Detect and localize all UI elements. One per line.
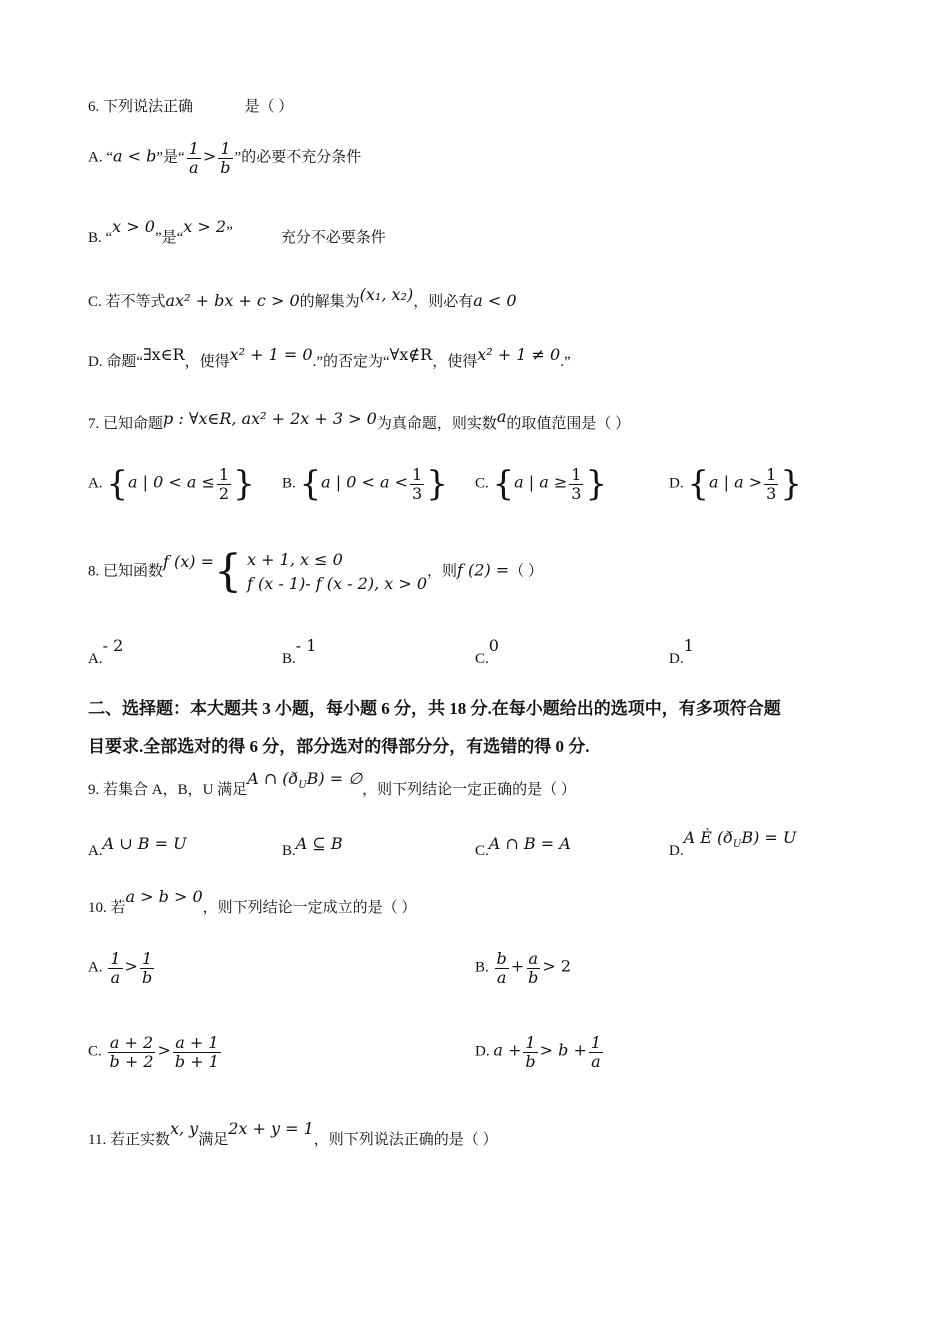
q7-d-label: D. <box>669 475 684 492</box>
q6-d-exists: ∃x∈R <box>143 345 185 364</box>
q6-stem <box>88 95 293 116</box>
frac-num: 1 <box>220 139 231 158</box>
q10-a-label: A. <box>88 959 103 976</box>
q9-c-expr: A ∩ B = A <box>488 834 571 853</box>
q6-c-set: (x₁, x₂) <box>359 285 414 304</box>
q10-option-c <box>88 1034 223 1070</box>
q9-cond <box>247 769 363 792</box>
frac-den: a <box>496 967 507 987</box>
q8-c-label: C. <box>475 651 489 667</box>
q7-stem-start: 7. 已知命题 <box>88 416 164 432</box>
q8-b-value: - 1 <box>295 636 317 655</box>
frac-num: 1 <box>188 139 199 158</box>
q9-d-expr <box>683 828 797 851</box>
frac-num: a + 2 <box>109 1033 154 1052</box>
q9-b-expr: A ⊆ B <box>295 834 343 853</box>
q10-a-op: > <box>124 956 138 976</box>
q7-b-set: a | 0 < a < <box>321 472 409 492</box>
q9-a-label: A. <box>88 843 103 859</box>
q6-d-eq1: x² + 1 = 0 <box>229 345 313 364</box>
frac-num: a <box>528 949 539 968</box>
left-brace: { <box>492 464 515 505</box>
q6-d-eq2: x² + 1 ≠ 0 <box>477 345 561 364</box>
q7-a-set: a | 0 < a ≤ <box>127 472 215 492</box>
q10-option-b <box>475 950 571 986</box>
frac-den: b + 1 <box>174 1051 219 1071</box>
q10-a-frac1 <box>108 950 122 986</box>
right-brace: } <box>585 464 608 505</box>
frac-num: 1 <box>766 465 777 484</box>
frac-num: 1 <box>141 949 153 968</box>
q10-b-tail: > 2 <box>542 956 572 976</box>
q6-a-frac-right <box>218 140 232 176</box>
q6-b-quote: ” <box>226 224 233 240</box>
q6-b-mid: ”是“ <box>154 230 184 246</box>
frac-den: b <box>528 967 539 987</box>
left-brace: { <box>214 546 243 597</box>
q10-b-frac1 <box>495 950 509 986</box>
q10-d-frac2 <box>589 1034 603 1070</box>
q6-b-label: B. “ <box>88 230 113 246</box>
frac-den: b + 2 <box>109 1051 154 1071</box>
q10-b-label: B. <box>475 959 489 976</box>
q9-d-sub: U <box>732 839 742 851</box>
q6-option-d <box>88 345 571 371</box>
q10-b-op: + <box>510 956 525 976</box>
q10-b-frac2 <box>526 950 540 986</box>
q6-c-concl: a < 0 <box>473 291 517 310</box>
frac-den: b <box>525 1051 536 1071</box>
q10-d-pre: a + <box>493 1040 522 1060</box>
q9-b-label: B. <box>282 843 296 859</box>
q7-stem-mid: 为真命题，则实数 <box>376 416 497 432</box>
q7-d-frac <box>764 466 778 502</box>
q6-a-mid: ”是“ <box>156 149 185 166</box>
q9-cond-text: A ∩ (ð <box>247 769 299 788</box>
right-brace: } <box>780 464 802 505</box>
q9-cond-end: B) = ∅ <box>306 769 363 788</box>
q7-d-set: a | a > <box>708 472 763 492</box>
q9-option-d <box>669 828 797 859</box>
q11-stem <box>88 1119 498 1149</box>
q10-c-frac2 <box>173 1034 221 1070</box>
frac-num: 1 <box>412 465 423 484</box>
q8-a-value: - 2 <box>102 636 124 655</box>
q6-c-label: C. 若不等式 <box>88 294 166 310</box>
q9-d-label: D. <box>669 843 684 859</box>
q10-option-a <box>88 950 156 986</box>
frac-den: a <box>189 157 199 177</box>
q8-stem-mid: ，则 <box>427 563 458 580</box>
q6-d-forall: ∀x∉R <box>389 345 433 364</box>
left-brace: { <box>687 464 709 505</box>
q6-d-label: D. 命题“ <box>88 354 143 370</box>
q8-cases <box>242 548 427 596</box>
q8-option-d <box>669 636 694 667</box>
frac-num: a + 1 <box>175 1033 219 1052</box>
q8-fx: f (x) = <box>163 552 215 572</box>
q8-option-c <box>475 636 499 667</box>
q6-option-b <box>88 217 386 247</box>
q6-a-label: A. “ <box>88 149 113 166</box>
frac-num: 1 <box>525 1033 536 1052</box>
frac-den: a <box>110 967 121 987</box>
q6-b-end: 充分不必要条件 <box>280 230 386 246</box>
q6-a-cond: a < b <box>113 146 157 166</box>
q6-d-end: .” <box>560 354 571 370</box>
q11-stem-start: 11. 若正实数 <box>88 1132 170 1148</box>
q8-f2: f (2) = <box>457 560 510 580</box>
q9-d-expr-text: A È (ð <box>683 828 733 847</box>
q7-b-label: B. <box>282 475 296 492</box>
q7-option-a <box>88 464 255 505</box>
q9-c-label: C. <box>475 843 489 859</box>
q6-option-a <box>88 140 361 176</box>
q9-d-expr-end: B) = U <box>741 828 797 847</box>
q7-option-c <box>475 464 608 505</box>
frac-num: 1 <box>218 465 230 484</box>
q7-prop: p : ∀x∈R, ax² + 2x + 3 > 0 <box>163 409 377 428</box>
frac-num: 1 <box>110 949 121 968</box>
q10-c-frac1 <box>108 1034 156 1070</box>
q8-option-b <box>282 636 317 667</box>
frac-num: 1 <box>571 465 582 484</box>
q9-option-a <box>88 834 187 859</box>
frac-num: 1 <box>590 1033 602 1052</box>
q6-option-c <box>88 285 517 311</box>
q10-option-d <box>475 1034 605 1070</box>
q11-stem-end: ，则下列说法正确的是（ ） <box>313 1132 498 1148</box>
q10-cond: a > b > 0 <box>125 887 203 906</box>
section2-heading-line2: 目要求.全部选对的得 6 分，部分选对的得部分分，有选错的得 0 分. <box>88 737 590 756</box>
q7-a-label: A. <box>88 475 103 492</box>
frac-den: b <box>220 157 231 177</box>
frac-den: a <box>591 1051 601 1071</box>
q7-stem-end: 的取值范围是（ ） <box>506 416 631 432</box>
q10-d-mid: > b + <box>539 1040 587 1060</box>
q9-stem <box>88 769 576 801</box>
q10-a-frac2 <box>140 950 154 986</box>
q6-c-ineq: ax² + bx + c > 0 <box>165 291 300 310</box>
q10-stem-end: ，则下列结论一定成立的是（ ） <box>202 900 417 916</box>
q6-d-mid2: .”的否定为“ <box>312 354 390 370</box>
q8-case1: x + 1, x ≤ 0 <box>247 550 343 569</box>
q11-vars: x, y <box>169 1119 199 1138</box>
q6-d-mid3: ，使得 <box>432 354 478 370</box>
q10-c-op: > <box>157 1040 171 1060</box>
frac-den: 3 <box>412 483 423 503</box>
q7-c-frac <box>569 466 583 502</box>
q8-d-label: D. <box>669 651 684 667</box>
q7-var: a <box>496 407 507 426</box>
q10-d-label: D. <box>475 1043 490 1060</box>
q6-c-mid2: ，则必有 <box>413 294 474 310</box>
q8-option-a <box>88 636 124 667</box>
q8-d-value: 1 <box>683 636 694 655</box>
q8-case2: f (x - 1)- f (x - 2), x > 0 <box>247 574 428 593</box>
q8-b-label: B. <box>282 651 296 667</box>
left-brace: { <box>106 464 128 505</box>
q7-stem <box>88 407 631 433</box>
q9-stem-start: 9. 若集合 A，B，U 满足 <box>88 782 248 798</box>
q10-c-label: C. <box>88 1043 102 1060</box>
q6-stem-end: 是（ ） <box>244 99 294 115</box>
q8-stem-end: （ ） <box>509 563 543 580</box>
q8-c-value: 0 <box>488 636 499 655</box>
q7-c-label: C. <box>475 475 489 492</box>
q9-option-b <box>282 834 343 859</box>
q7-c-set: a | a ≥ <box>514 472 568 492</box>
q7-option-d <box>669 464 802 505</box>
q6-stem-text: 6. 下列说法正确 <box>88 99 194 115</box>
q10-stem <box>88 887 417 917</box>
q7-option-b <box>282 464 448 505</box>
frac-den: 3 <box>571 483 582 503</box>
right-brace: } <box>426 464 448 505</box>
q7-a-frac <box>217 466 231 502</box>
q6-b-cond2: x > 2 <box>183 217 227 236</box>
q6-a-end: ”的必要不充分条件 <box>234 149 362 166</box>
q7-b-frac <box>410 466 424 502</box>
right-brace: } <box>233 464 255 505</box>
q11-stem-mid: 满足 <box>198 1132 229 1148</box>
frac-den: b <box>141 967 153 987</box>
q8-stem-start: 8. 已知函数 <box>88 563 164 580</box>
q6-a-frac-left <box>187 140 201 176</box>
frac-num: b <box>496 949 507 968</box>
q10-stem-start: 10. 若 <box>88 900 126 916</box>
left-brace: { <box>299 464 322 505</box>
q6-a-op: > <box>202 146 217 166</box>
q9-cond-sub: U <box>298 780 307 792</box>
q10-d-frac1 <box>523 1034 537 1070</box>
q9-option-c <box>475 834 571 859</box>
section2-heading-line1: 二、选择题：本大题共 3 小题，每小题 6 分，共 18 分.在每小题给出的选项中，有多项符合题 <box>88 699 781 718</box>
q6-c-mid: 的解集为 <box>299 294 360 310</box>
q8-stem <box>88 548 543 596</box>
q9-a-expr: A ∪ B = U <box>102 834 187 853</box>
q6-b-cond1: x > 0 <box>112 217 155 236</box>
frac-den: 3 <box>766 483 777 503</box>
q8-a-label: A. <box>88 651 103 667</box>
q11-cond: 2x + y = 1 <box>228 1119 314 1138</box>
frac-den: 2 <box>218 483 230 503</box>
q9-stem-end: ，则下列结论一定正确的是（ ） <box>362 782 576 798</box>
q6-d-mid1: ，使得 <box>184 354 230 370</box>
